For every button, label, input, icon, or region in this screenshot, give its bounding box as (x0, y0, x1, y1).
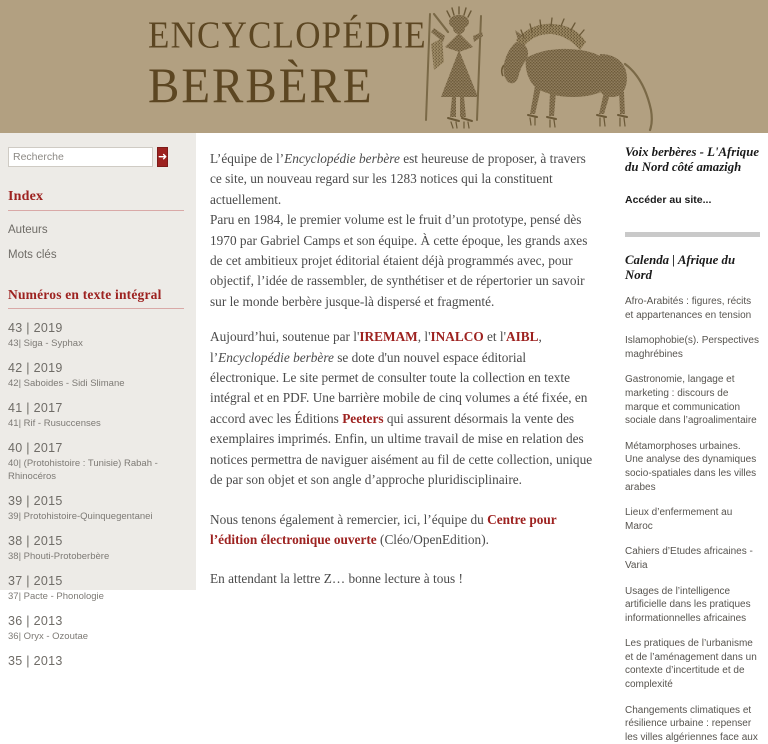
issue-number: 35 | 2013 (8, 654, 63, 668)
link-inalco[interactable]: INALCO (430, 329, 484, 345)
issue-number: 41 | 2017 (8, 401, 63, 415)
main-content (196, 133, 615, 590)
widget-divider (625, 232, 760, 237)
thanks-text-b: (Cléo/OpenEdition). (376, 531, 489, 547)
list-item[interactable]: Les pratiques de l’urbanisme et de l’aménagement dans un contexte d’incertitude et de complexité (625, 638, 757, 691)
list-item[interactable] (8, 534, 188, 563)
feature-widget-title: Voix berbères - L'Afrique du Nord côté amazigh (625, 145, 760, 174)
logo-line-encyclopedie: ENCYCLOPÉDIE (148, 14, 427, 57)
rock-art-figure-and-horse-icon (404, 2, 704, 138)
thanks-paragraph (210, 510, 597, 551)
support-text-f: qui assurent désormais la vente des exemplaires imprimés. Enfin, un ultime travail de mise en relation des notices permettra de naviguer aisément au fil de cette collection, unique de par son objet et son angle d’approche pluridisciplinaire. (210, 410, 593, 488)
support-text-b: , l' (417, 329, 431, 345)
support-text-e: se dote d'un nouvel espace éditorial électronique. Le site permet de consulter toute la collection en texte intégral et en PDF. Une barrière mobile de cinq volumes a été fixée, en accord avec les Éditions (210, 349, 588, 426)
issue-title: 40| (Protohistoire : Tunisie) Rabah - Rhinocéros (8, 458, 158, 482)
sidebar-item-mots-cles[interactable]: Mots clés (8, 249, 57, 261)
left-sidebar (0, 133, 196, 668)
list-item[interactable]: Lieux d’enfermement au Maroc (625, 507, 733, 532)
list-item[interactable] (8, 361, 188, 390)
issue-title: 38| Phouti-Protoberbère (8, 551, 110, 562)
support-paragraph (210, 327, 597, 490)
link-peeters[interactable]: Peeters (342, 410, 384, 426)
issue-number: 42 | 2019 (8, 361, 63, 375)
journal-title-italic: Encyclopédie berbère (284, 151, 400, 166)
search-submit-button[interactable] (157, 147, 168, 167)
list-item[interactable] (8, 654, 188, 669)
link-aibl[interactable]: AIBL (506, 329, 539, 345)
list-item[interactable] (8, 574, 188, 603)
search-input[interactable] (8, 147, 153, 167)
issue-title: 43| Siga - Syphax (8, 338, 83, 349)
feature-site-link[interactable]: Accéder au site... (625, 194, 712, 206)
issue-title: 39| Protohistoire-Quinquegentanei (8, 511, 153, 522)
issue-number: 39 | 2015 (8, 494, 63, 508)
issue-title: 36| Oryx - Ozoutae (8, 631, 89, 642)
issue-number: 38 | 2015 (8, 534, 63, 548)
arrow-right-icon: ➜ (158, 150, 168, 163)
site-logo[interactable] (148, 14, 427, 124)
link-iremam[interactable]: IREMAM (359, 329, 418, 345)
search-form (8, 147, 168, 167)
issue-title: 42| Saboides - Sidi Slimane (8, 378, 125, 389)
list-item[interactable]: Gastronomie, langage et marketing : discours de marque et communication sociale dans l’agroalimentaire (625, 374, 757, 427)
issue-number: 37 | 2015 (8, 574, 63, 588)
support-text-d: , l’ (210, 329, 542, 365)
issue-title: 41| Rif - Rusuccenses (8, 418, 101, 429)
intro-text-b: est heureuse de proposer, à travers ce site, un nouveau regard sur les 1283 notices qui la constituent actuellement. (210, 151, 586, 207)
site-banner (0, 0, 768, 133)
list-item[interactable]: Usages de l’intelligence artificielle dans les pratiques informationnelles africaines (625, 585, 751, 624)
issue-title: 37| Pacte - Phonologie (8, 591, 104, 602)
list-item[interactable] (8, 441, 188, 483)
thanks-text-a: Nous tenons également à remercier, ici, l’équipe du (210, 511, 488, 527)
intro-paragraph (210, 149, 597, 312)
list-item[interactable]: Changements climatiques et résilience urbaine : repenser les villes algériennes face aux (625, 704, 758, 743)
page-body (0, 133, 768, 743)
right-sidebar (615, 133, 768, 743)
list-item[interactable]: Islamophobie(s). Perspectives maghrébines (625, 335, 759, 360)
support-text-a: Aujourd’hui, soutenue par l' (210, 329, 360, 345)
list-item[interactable]: Métamorphoses urbaines. Une analyse des dynamiques socio-spatiales dans les villes arabes (625, 440, 757, 493)
logo-line-berbere: BERBÈRE (148, 59, 374, 114)
intro-text-a: L’équipe de l’ (210, 151, 285, 166)
list-item[interactable] (8, 321, 188, 350)
sidebar-item-auteurs[interactable]: Auteurs (8, 224, 48, 236)
list-item[interactable] (8, 494, 188, 523)
link-cleo-openedition[interactable]: Centre pour l’édition électronique ouverte (210, 511, 557, 547)
issue-list (0, 321, 196, 669)
closing-paragraph: En attendant la lettre Z… bonne lecture à tous ! (210, 571, 463, 587)
support-text-c: et l' (483, 329, 507, 345)
issue-number: 43 | 2019 (8, 321, 63, 335)
list-item[interactable]: Afro-Arabités : figures, récits et appartenances en tension (625, 296, 752, 321)
index-heading: Index (8, 189, 184, 211)
issue-number: 36 | 2013 (8, 614, 63, 628)
list-item[interactable] (8, 401, 188, 430)
list-item[interactable] (8, 614, 188, 643)
journal-title-italic-2: Encyclopédie berbère (218, 349, 334, 365)
intro-text-c: Paru en 1984, le premier volume est le fruit d’un prototype, pensé dès 1970 par Gabriel Camps et son équipe. À cette époque, les grands axes de cet ambitieux projet éditorial étaient déjà programmés avec, pour objectif, l’idée de rassembler, de synthétiser et de répertorier un savoir sur le monde berbère jusque-là dispersé et fragmenté. (210, 212, 588, 309)
calenda-widget-title: Calenda | Afrique du Nord (625, 253, 736, 282)
issue-number: 40 | 2017 (8, 441, 63, 455)
issues-heading: Numéros en texte intégral (8, 287, 184, 309)
list-item[interactable]: Cahiers d’Etudes africaines - Varia (625, 546, 753, 571)
